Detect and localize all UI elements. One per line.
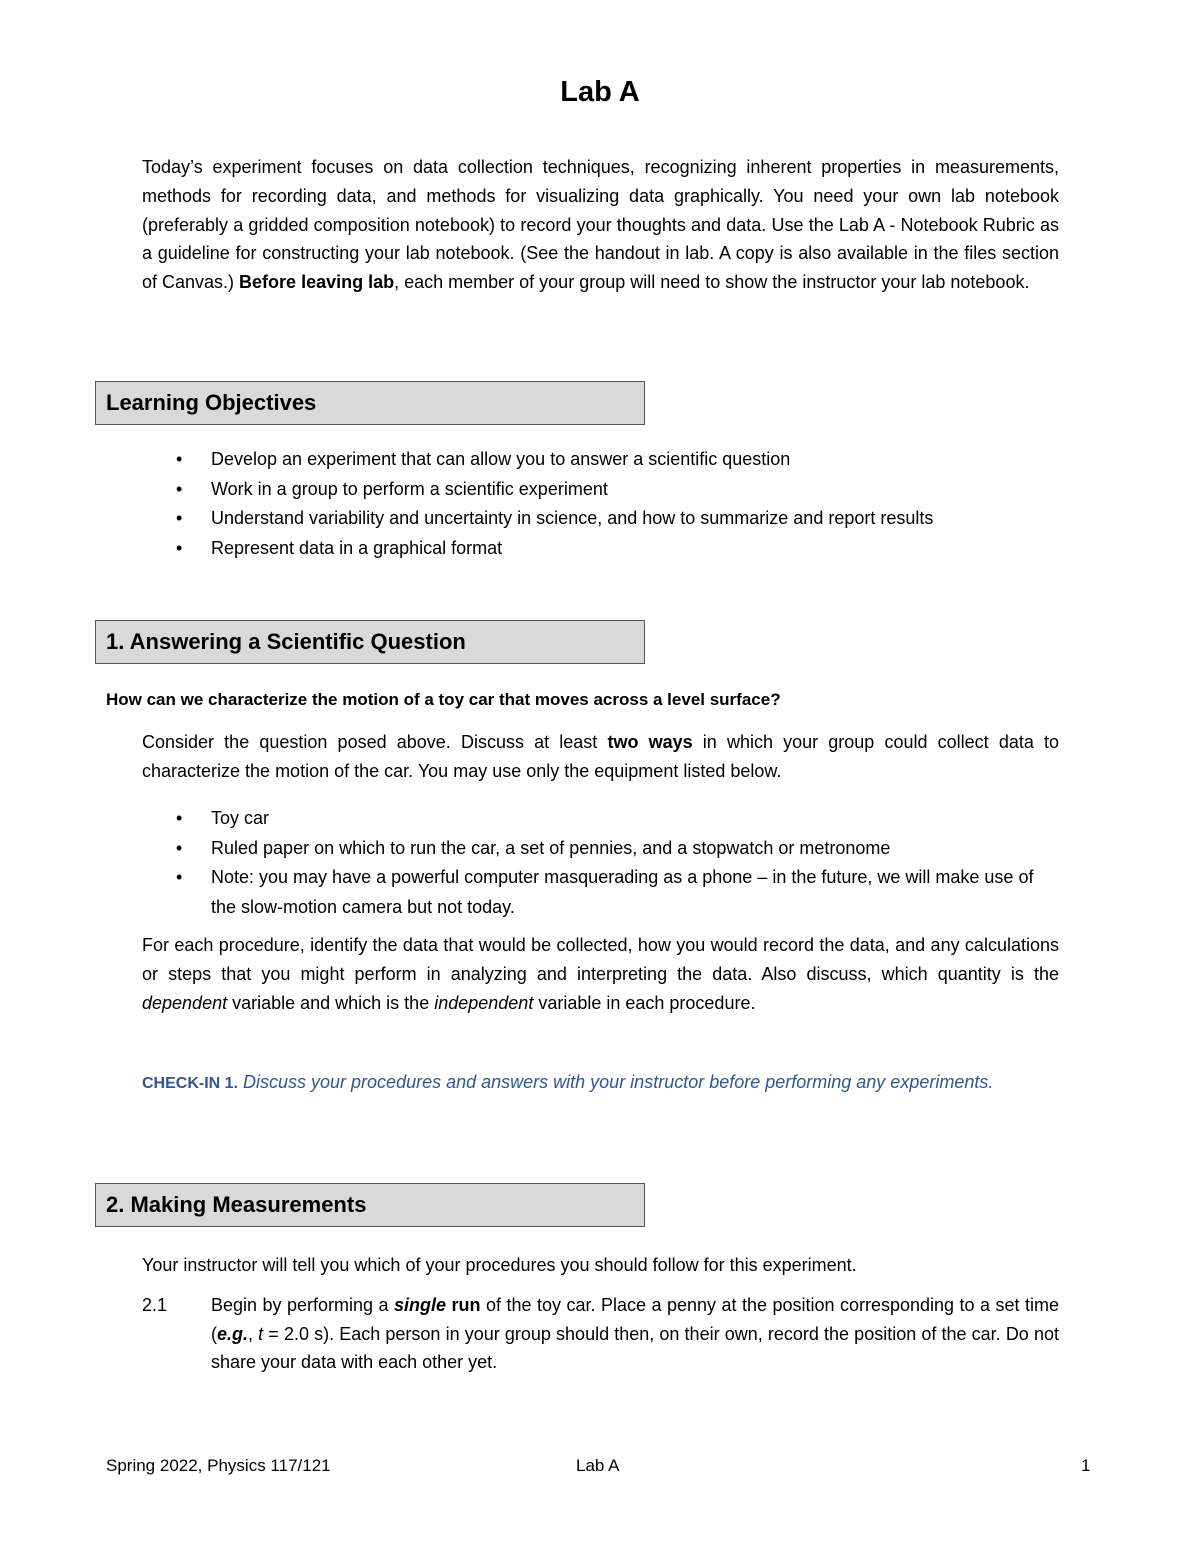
list-item-text: Note: you may have a powerful computer masquerading as a phone – in the future, we will make use of the slow-motion camera but not today. xyxy=(211,867,1034,917)
list-item-text: Understand variability and uncertainty in science, and how to summarize and report results xyxy=(211,508,934,528)
list-item-text: Ruled paper on which to run the car, a set of pennies, and a stopwatch or metronome xyxy=(211,837,891,858)
check-in-1 xyxy=(142,1068,1059,1099)
bullet-icon: • xyxy=(176,808,183,828)
intro-paragraph xyxy=(142,153,1059,297)
scientific-question: How can we characterize the motion of a toy car that moves across a level surface? xyxy=(106,690,781,709)
check-in-label: CHECK-IN 1. xyxy=(142,1075,239,1092)
step-text xyxy=(211,1291,1059,1377)
single-term: single xyxy=(394,1295,447,1315)
section-2-intro: Your instructor will tell you which of your procedures you should follow for this experiment. xyxy=(142,1255,857,1275)
consider-paragraph xyxy=(142,728,1059,786)
step-text-part: , xyxy=(248,1323,259,1344)
step-number: 2.1 xyxy=(142,1295,168,1315)
procedure-text-mid: variable and which is the xyxy=(227,992,435,1013)
footer-course: Spring 2022, Physics 117/121 xyxy=(106,1456,331,1475)
equipment-list xyxy=(142,804,1059,922)
consider-text-end: in which your group could collect data to characterize the motion of the car. You may use only the equipment listed below. xyxy=(142,732,1060,781)
list-item xyxy=(142,445,1059,475)
list-item xyxy=(142,804,1059,834)
section-2-heading: 2. Making Measurements xyxy=(95,1183,645,1227)
bullet-icon: • xyxy=(176,537,183,558)
bullet-icon: • xyxy=(176,449,183,469)
procedure-text-end: variable in each procedure. xyxy=(533,992,756,1013)
consider-text: Consider the question posed above. Discuss at least xyxy=(142,732,608,752)
bullet-icon: • xyxy=(176,867,183,887)
learning-objectives-list xyxy=(142,445,1059,563)
list-item xyxy=(142,834,1059,864)
independent-term: independent xyxy=(434,992,534,1013)
footer-center: Lab A xyxy=(576,1456,620,1475)
eg-term: e.g. xyxy=(217,1323,249,1344)
list-item xyxy=(142,863,1059,922)
procedure-text: For each procedure, identify the data that would be collected, how you would record the data, and any calculations or steps that you might perform in analyzing and interpreting the data. Also discuss, which quantity is the xyxy=(142,935,1059,984)
learning-objectives-heading: Learning Objectives xyxy=(95,381,645,425)
bullet-icon: • xyxy=(176,478,183,499)
intro-text-end: , each member of your group will need to show the instructor your lab notebook. xyxy=(394,272,1030,293)
footer-page-number: 1 xyxy=(1081,1456,1091,1475)
consider-bold: two ways xyxy=(607,732,693,752)
procedure-paragraph xyxy=(142,931,1059,1017)
step-text-part: of the toy car. Place a penny at the position corresponding to a set time ( xyxy=(211,1295,1060,1344)
list-item-text: Toy car xyxy=(211,808,270,828)
bullet-icon: • xyxy=(176,837,183,858)
list-item xyxy=(142,504,1059,534)
t-symbol: t xyxy=(258,1323,264,1344)
section-1-heading: 1. Answering a Scientific Question xyxy=(95,620,645,664)
step-text-part: Begin by performing a xyxy=(211,1295,395,1315)
list-item xyxy=(142,534,1059,564)
list-item-text: Work in a group to perform a scientific experiment xyxy=(211,478,608,499)
list-item xyxy=(142,475,1059,505)
step-2-1 xyxy=(142,1291,1059,1377)
run-term: run xyxy=(446,1295,481,1315)
list-item-text: Develop an experiment that can allow you to answer a scientific question xyxy=(211,449,791,469)
intro-bold-text: Before leaving lab xyxy=(239,272,395,293)
dependent-term: dependent xyxy=(142,992,228,1013)
intro-text: Today’s experiment focuses on data collection techniques, recognizing inherent properties in measurements, methods for recording data, and methods for visualizing data graphically. You need your own lab notebook (preferably a gridded composition notebook) to record your thoughts and data. Use the Lab A - Notebook Rubric as a guideline for constructing your lab notebook. (See the handout in lab. A copy is also available in the files section of Canvas.) xyxy=(142,157,1059,293)
check-in-text: Discuss your procedures and answers with your instructor before performing any experiments. xyxy=(238,1072,994,1092)
bullet-icon: • xyxy=(176,508,183,528)
page-title: Lab A xyxy=(560,76,640,108)
list-item-text: Represent data in a graphical format xyxy=(211,537,503,558)
step-text-part: = 2.0 s). Each person in your group should then, on their own, record the position of the car. Do not share your data with each other yet. xyxy=(211,1323,1059,1372)
